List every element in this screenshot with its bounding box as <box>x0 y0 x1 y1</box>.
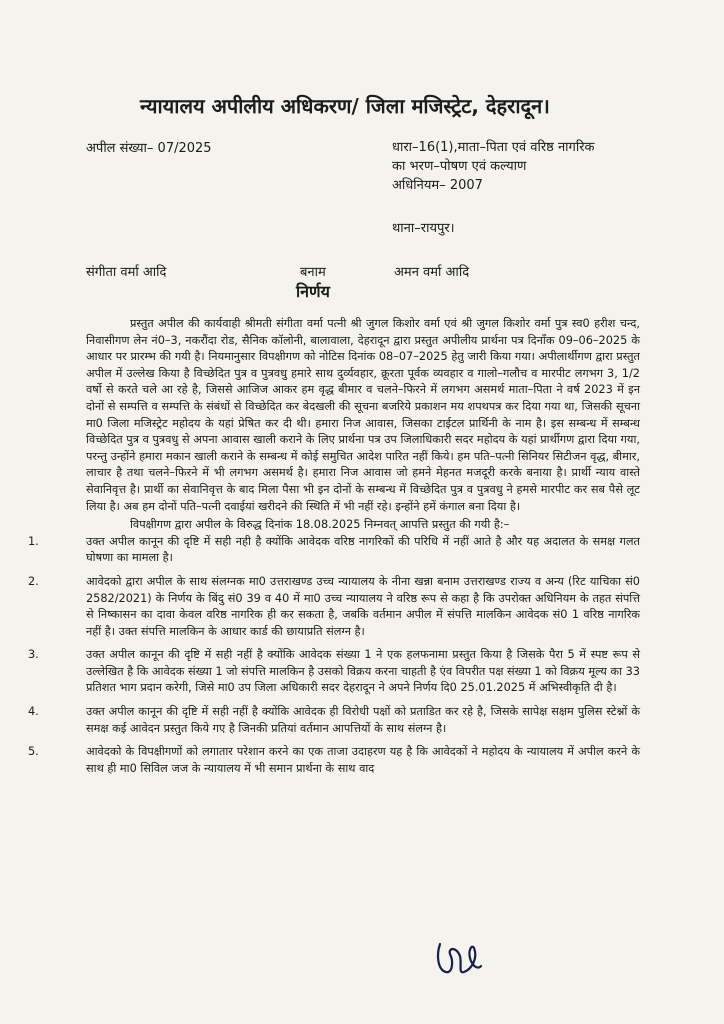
versus-label: बनाम <box>300 265 326 280</box>
objection-item <box>28 574 640 640</box>
objection-item <box>28 744 640 777</box>
act-section-line: धारा–16(1),माता–पिता एवं वरिष्ठ नागरिक <box>392 140 595 155</box>
objection-number: 1. <box>28 534 39 548</box>
respondent-name: अमन वर्मा आदि <box>394 265 470 280</box>
handwritten-signature <box>434 936 484 978</box>
objection-text: उक्त अपील कानून की दृष्टि में सही नहीं है क्योंकि आवेदक संख्या 1 ने एक हलफनामा प्रस्तुत किया है जिसके पैरा 5 में स्पष्ट रूप से उल्लेखित है कि आवेदक संख्या 1 जो संपत्ति मालकिन है उसको विक्रय करना चाहती है एंव विपरीत पक्ष संख्या 1 को विक्रय मूल्य का 33 प्रतिशत भाग प्रदान करेगी, जिसे मा0 उप जिला अधिकारी सदर देहरादून ने अपने निर्णय दि0 25.01.2025 में अभिस्वीकृति दी है। <box>86 648 640 695</box>
decision-heading: निर्णय <box>296 282 330 301</box>
act-section-block <box>392 138 672 195</box>
objection-text: आवेदको के विपक्षीगणों को लगातार परेशान करने का एक ताजा उदाहरण यह है कि आवेदकों ने महोदय के न्यायालय में अपील करने के साथ ही मा0 सिविल जज के न्यायालय में भी समान प्रार्थना के साथ वाद <box>86 745 640 775</box>
signature-stroke <box>438 944 481 972</box>
judgment-body <box>28 316 640 784</box>
objection-number: 3. <box>28 648 39 662</box>
appellant-name: संगीता वर्मा आदि <box>86 265 167 280</box>
court-title: न्यायालय अपीलीय अधिकरण/ जिला मजिस्ट्रेट, देहरादून। <box>140 94 550 118</box>
parties-row <box>86 262 686 302</box>
objection-number: 4. <box>28 705 39 719</box>
objection-text: उक्त अपील कानून की दृष्टि में सही नही है क्योंकि आवेदक वरिष्ठ नागरिकों की परिधि में नहीं आते है और यह अदालत के समक्ष गलत घोषणा का मामला है। <box>86 534 640 565</box>
objection-number: 5. <box>28 745 39 759</box>
objection-list <box>28 534 640 778</box>
appeal-number: अपील संख्या– 07/2025 <box>86 141 212 156</box>
objection-text: उक्त अपील कानून की दृष्टि में सही नहीं है क्योंकि आवेदक ही विरोधी पक्षों को प्रताडित कर रहे है, जिसके सापेक्ष सक्षम पुलिस स्टेश्नों के समक्ष कई आवेदन प्रस्तुत किये गए है जिनकी प्रतियां वर्तमान आपत्तियों के साथ संलग्न है। <box>86 705 640 735</box>
police-station: थाना–रायपुर। <box>392 221 455 236</box>
objection-item <box>28 704 640 737</box>
objection-number: 2. <box>28 574 39 588</box>
objection-item <box>28 534 640 567</box>
facts-paragraph: प्रस्तुत अपील की कार्यवाही श्रीमती संगीता वर्मा पत्नी श्री जुगल किशोर वर्मा एवं श्री जुगल किशोर वर्मा पुत्र स्व0 हरीश चन्द, निवासीगण लेन नं0–3, नकरौंदा रोड, सैनिक कॉलोनी, बालावाला, देहरादून द्वारा प्रस्तुत अपीलीय प्रार्थना पत्र दिनाँक 09–06–2025 के आधार पर प्रारम्भ की गयी है। नियमानुसार विपक्षीगण को नोटिस दिनांक 08–07–2025 हेतु जारी किया गया। अपीलार्थीगण द्वारा प्रस्तुत अपील में उल्लेख किया है विच्छेदित पुत्र व पुत्रवधु हमारे साथ दुर्व्यवहार, क्रूरता पूर्वक व्यवहार व गालो–गलौच व मारपीट लगभग 3, 1/2 वर्षो से करते चले आ रहे है, जिससे आजिज आकर हम वृद्ध बीमार व चलने–फिरने में लगभग असमर्थ माता–पिता ने वर्ष 2023 में इन दोनों से सम्पत्ति व सम्पत्ति के संबंधों से विच्छेदित कर बेदखली की सूचना बजरिये प्रकाशन मय शपथपत्र कर दिया गया था, जिसकी सूचना मा0 जिला मजिस्ट्रेट महोदय के यहां प्रेषित कर दी थी। हमारा निज आवास, जिसका टाईटल प्रार्थिनी के नाम है। इस सम्बन्ध में सम्बन्ध विच्छेदित पुत्र व पुत्रवधु से अपना आवास खाली कराने के लिए प्रार्थना पत्र उप जिलाधिकारी सदर महोदय के यहां प्रार्थीगण द्वारा दिया गया, परन्तु उन्होंने हमारा मकान खाली कराने के सम्बन्ध में कोई समुचित आदेश पारित नहीं किये। हम पति–पत्नी सिनियर सिटीजन वृद्ध, बीमार, लाचार है तथा चलने–फिरने में भी लगभग असमर्थ है। हमारा निज आवास जो हमने मेहनत मजदूरी करके बनाया है। प्रार्थी न्याय वास्ते सेवानिवृत्त है। प्रार्थी का सेवानिवृत्त के बाद मिला पैसा भी इन दोनों के सम्बन्ध में विच्छेदित पुत्र व पुत्रवधु ने हमसे मारपीट कर सब पैसे लूट लिया है। अब हम दोनों पति–पत्नी दवाईयां खरीदने की स्थिति में भी नहीं रहे। इन्होंने हमें कंगाल बना दिया है। <box>86 317 640 513</box>
act-section-line: का भरण–पोषण एवं कल्याण <box>392 159 527 174</box>
objection-intro: विपक्षीगण द्वारा अपील के विरुद्ध दिनांक 18.08.2025 निम्नवत् आपत्ति प्रस्तुत की गयी है:– <box>130 518 510 532</box>
objection-text: आवेदको द्वारा अपील के साथ संलग्नक मा0 उत्तराखण्ड उच्च न्यायालय के नीना खन्ना बनाम उत्तराखण्ड राज्य व अन्य (रिट याचिका सं0 2582/2021) के निर्णय के बिंदु सं0 39 व 40 में मा0 उच्च न्यायालय ने वरिष्ठ रूप से कहा है कि उपरोक्त अधिनियम के तहत संपत्ति से निष्कासन का दावा केवल वरिष्ठ नागरिक ही कर सकता है, जबकि वर्तमान अपील में संपत्ति मालकिन आवेदक सं0 1 वरिष्ठ नागरिक नहीं है। उक्त संपत्ति मालकिन के आधार कार्ड की छायाप्रति संलग्न है। <box>86 574 640 638</box>
act-section-line: अधिनियम– 2007 <box>392 178 483 193</box>
objection-item <box>28 647 640 697</box>
